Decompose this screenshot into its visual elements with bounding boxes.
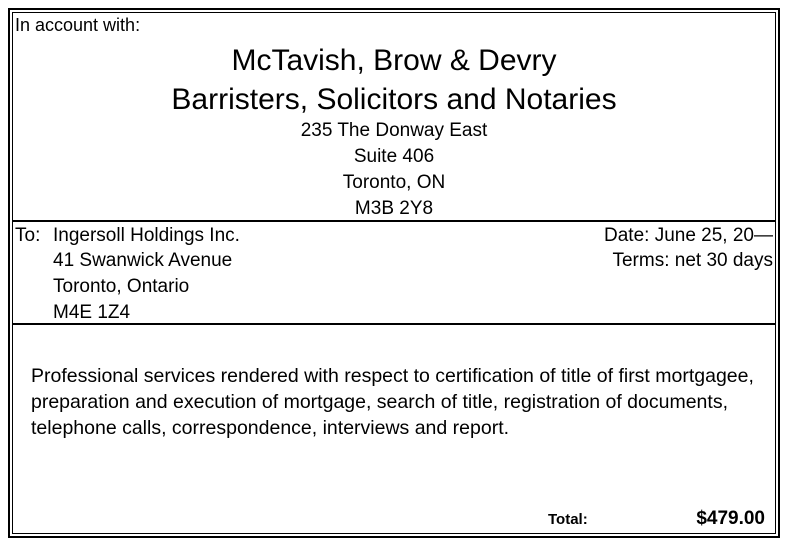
header-divider xyxy=(12,220,776,222)
firm-type: Barristers, Solicitors and Notaries xyxy=(171,83,617,116)
in-account-label: In account with: xyxy=(15,15,141,35)
to-label: To: xyxy=(15,225,41,246)
firm-address-line: M3B 2Y8 xyxy=(354,198,434,219)
firm-address-line: 235 The Donway East xyxy=(300,120,488,141)
firm-address-line: Toronto, ON xyxy=(342,172,446,193)
invoice-terms: Terms: net 30 days xyxy=(612,250,773,271)
recipient-divider xyxy=(12,323,776,325)
recipient-line: Toronto, Ontario xyxy=(53,276,190,297)
invoice-date: Date: June 25, 20— xyxy=(604,225,773,246)
total-label: Total: xyxy=(548,511,588,528)
firm-name: McTavish, Brow & Devry xyxy=(231,44,557,77)
services-description: Professional services rendered with respect to certification of title of first mortgagee, preparation and execution of mortgage, search of title, registration of documents, telephone calls, correspondence, interviews and report. xyxy=(31,365,754,439)
total-amount: $479.00 xyxy=(696,508,765,529)
firm-address-line: Suite 406 xyxy=(353,146,435,167)
recipient-line: 41 Swanwick Avenue xyxy=(53,250,233,271)
recipient-line: Ingersoll Holdings Inc. xyxy=(53,225,240,246)
recipient-line: M4E 1Z4 xyxy=(53,302,131,323)
